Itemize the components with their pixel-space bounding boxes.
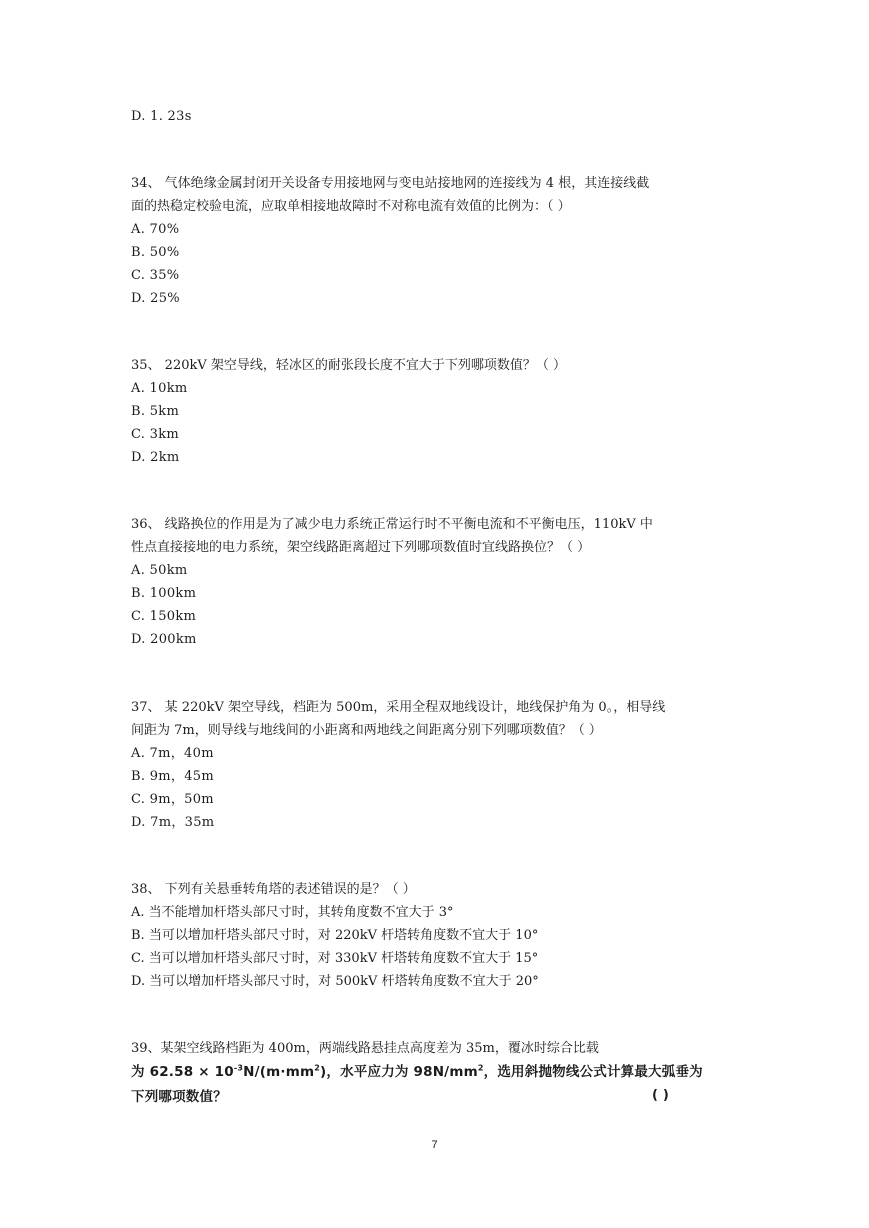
q38-option-d: D. 当可以增加杆塔头部尺寸时，对 500kV 杆塔转角度数不宜大于 20° [131,974,539,989]
q39-text-line1: 39、某架空线路档距为 400m，两端线路悬挂点高度差为 35m，覆冰时综合比载 [131,1041,599,1056]
q36-text-line1: 36、 线路换位的作用是为了减少电力系统正常运行时不平衡电流和不平衡电压，110kV 中 [131,517,653,532]
page-number: 7 [431,1139,438,1151]
q34-option-b: B. 50% [131,245,180,260]
q37-text-line2: 间距为 7m，则导线与地线间的小距离和两地线之间距离分别下列哪项数值？（ ） [131,723,602,738]
q37-text-line1: 37、 某 220kV 架空导线，档距为 500m，采用全程双地线设计，地线保护角为 0。，相导线 [131,700,666,715]
q37-option-c: C. 9m，50m [131,792,214,807]
q35-option-b: B. 5km [131,404,180,419]
q36-option-b: B. 100km [131,586,197,601]
q34-text-line2: 面的热稳定校验电流，应取单相接地故障时不对称电流有效值的比例为：（ ） [131,199,571,214]
q35-option-a: A. 10km [131,381,188,396]
q38-option-b: B. 当可以增加杆塔头部尺寸时，对 220kV 杆塔转角度数不宜大于 10° [131,928,539,943]
q39-answer-paren: ( ) [652,1088,670,1103]
q37-option-d: D. 7m，35m [131,815,215,830]
prev-option-d: D. 1. 23s [131,109,192,124]
q38-text-line1: 38、 下列有关悬垂转角塔的表述错误的是？（ ） [131,882,416,897]
q35-text-line1: 35、 220kV 架空导线，轻冰区的耐张段长度不宜大于下列哪项数值？（ ） [131,358,567,373]
q34-option-a: A. 70% [131,222,180,237]
q34-option-c: C. 35% [131,268,180,283]
q34-text-line1: 34、 气体绝缘金属封闭开关设备专用接地网与变电站接地网的连接线为 4 根，其连接线截 [131,176,650,191]
q36-option-d: D. 200km [131,632,197,647]
q38-option-c: C. 当可以增加杆塔头部尺寸时，对 330kV 杆塔转角度数不宜大于 15° [131,951,539,966]
q37-option-a: A. 7m，40m [131,746,214,761]
q36-option-c: C. 150km [131,609,197,624]
q39-text-line2: 为 $62.58 \times 10^{-3}N/(m\cdot mm^2)$，水平应力为 $98N/mm^2$，选用斜抛物线公式计算最大弧垂为 [131,1063,703,1080]
q34-option-d: D. 25% [131,291,180,306]
q35-option-d: D. 2km [131,450,180,465]
q36-text-line2: 性点直接接地的电力系统，架空线路距离超过下列哪项数值时宜线路换位？（ ） [131,540,591,555]
q35-option-c: C. 3km [131,427,180,442]
q38-option-a: A. 当不能增加杆塔头部尺寸时，其转角度数不宜大于 3° [131,905,454,920]
q37-option-b: B. 9m，45m [131,769,214,784]
q36-option-a: A. 50km [131,563,188,578]
q39-text-line3: 下列哪项数值？ [131,1089,227,1105]
